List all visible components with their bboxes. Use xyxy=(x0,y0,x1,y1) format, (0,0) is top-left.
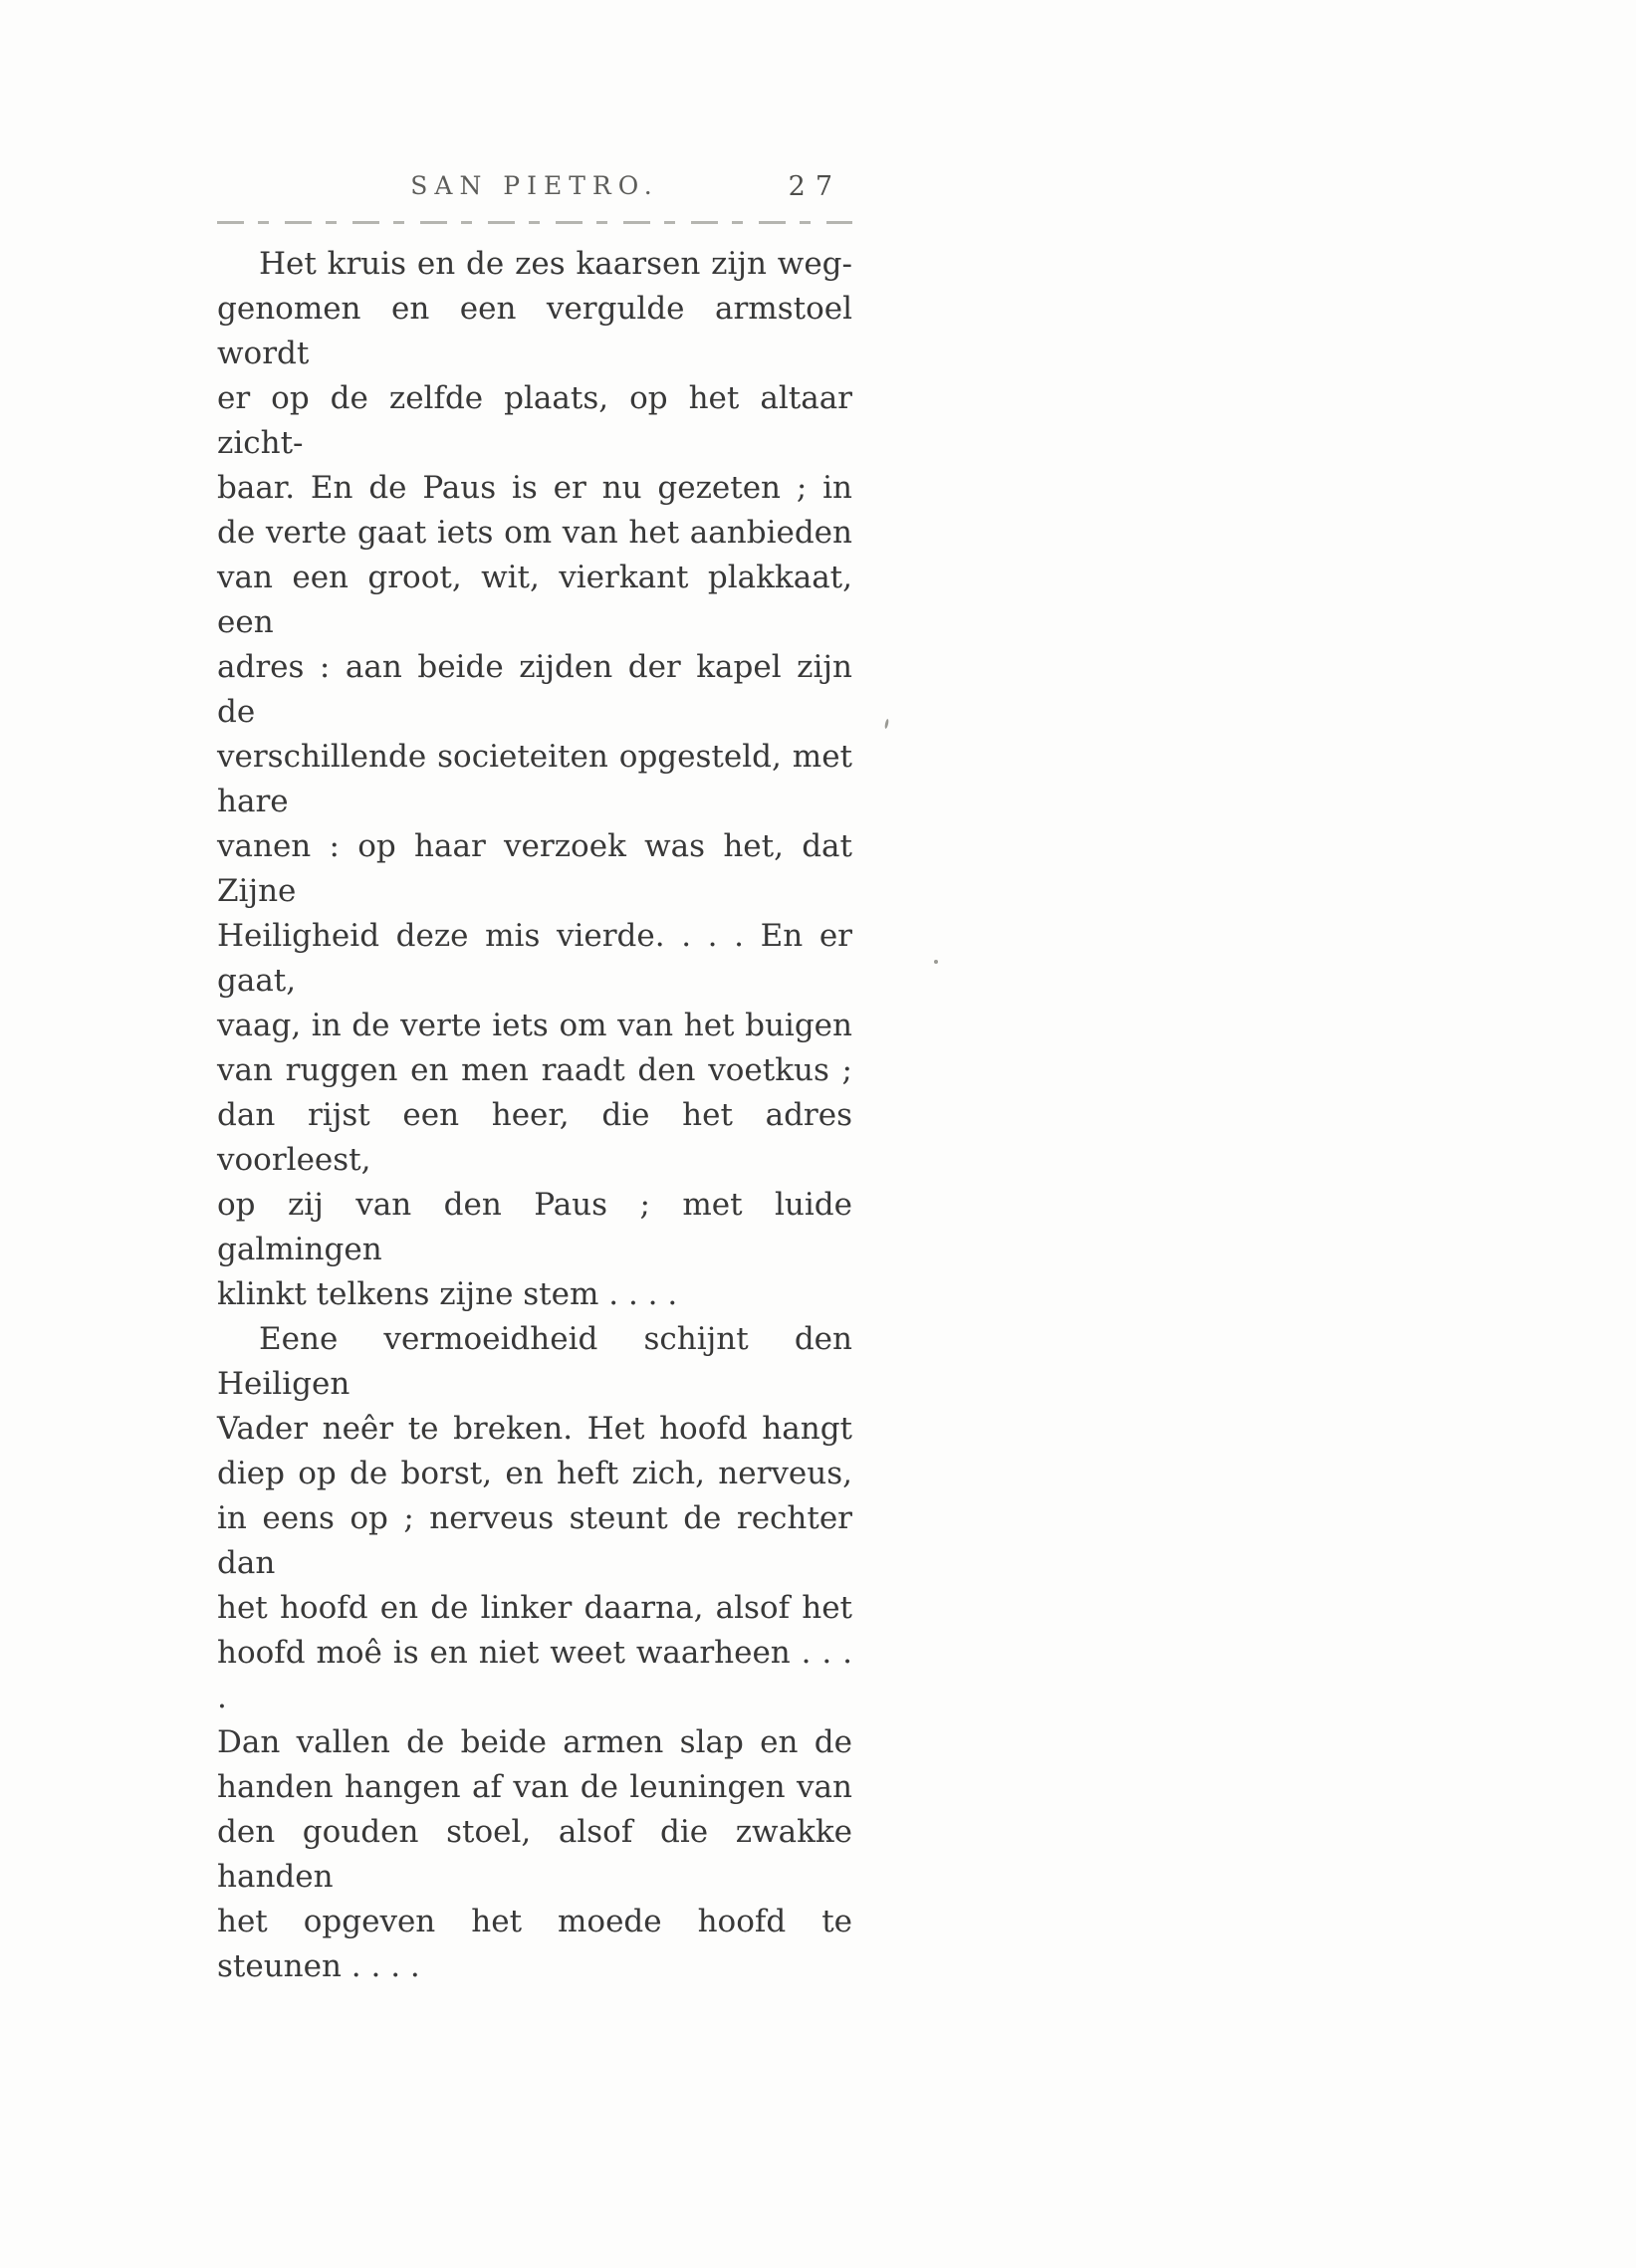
page-number: 27 xyxy=(788,171,842,202)
text-line: op zij van den Paus ; met luide galmingen xyxy=(217,1187,852,1267)
text-line: Dan vallen de beide armen slap en de xyxy=(217,1724,852,1760)
text-line: er op de zelfde plaats, op het altaar zicht- xyxy=(217,380,852,461)
text-line: van een groot, wit, vierkant plakkaat, een xyxy=(217,560,852,640)
running-title: SAN PIETRO. xyxy=(410,171,659,200)
scan-speck xyxy=(884,719,889,729)
text-line: hoofd moê is en niet weet waarheen . . . . xyxy=(217,1635,852,1715)
text-line: het opgeven het moede hoofd te steunen . . . . xyxy=(217,1904,852,1984)
header-rule-divider xyxy=(217,221,852,224)
text-line: Vader neêr te breken. Het hoofd hangt xyxy=(217,1411,852,1447)
text-line: verschillende societeiten opgesteld, met hare xyxy=(217,739,852,819)
text-line: klinkt telkens zijne stem . . . . xyxy=(217,1276,678,1312)
paragraph xyxy=(217,242,852,1317)
text-line: het hoofd en de linker daarna, alsof het xyxy=(217,1590,852,1626)
text-line: adres : aan beide zijden der kapel zijn de xyxy=(217,649,852,730)
paragraph xyxy=(217,1317,852,1989)
text-line: Het kruis en de zes kaarsen zijn weg- xyxy=(259,246,852,282)
text-line: vanen : op haar verzoek was het, dat Zijne xyxy=(217,828,852,909)
text-line: baar. En de Paus is er nu gezeten ; in xyxy=(217,470,852,506)
text-line: van ruggen en men raadt den voetkus ; xyxy=(217,1052,852,1088)
text-line: vaag, in de verte iets om van het buigen xyxy=(217,1008,852,1043)
text-line: den gouden stoel, alsof die zwakke handen xyxy=(217,1814,852,1895)
text-line: diep op de borst, en heft zich, nerveus, xyxy=(217,1456,852,1491)
text-line: handen hangen af van de leuningen van xyxy=(217,1769,852,1805)
text-line: in eens op ; nerveus steunt de rechter dan xyxy=(217,1500,852,1581)
page-content xyxy=(217,171,852,1989)
page-header xyxy=(217,171,852,207)
text-line: Heiligheid deze mis vierde. . . . En er gaat, xyxy=(217,918,852,999)
text-line: dan rijst een heer, die het adres voorleest, xyxy=(217,1097,852,1178)
text-line: Eene vermoeidheid schijnt den Heiligen xyxy=(217,1321,852,1402)
text-block xyxy=(217,242,852,1989)
text-line: genomen en een vergulde armstoel wordt xyxy=(217,291,852,371)
scan-speck xyxy=(934,960,938,964)
text-line: de verte gaat iets om van het aanbieden xyxy=(217,515,852,551)
